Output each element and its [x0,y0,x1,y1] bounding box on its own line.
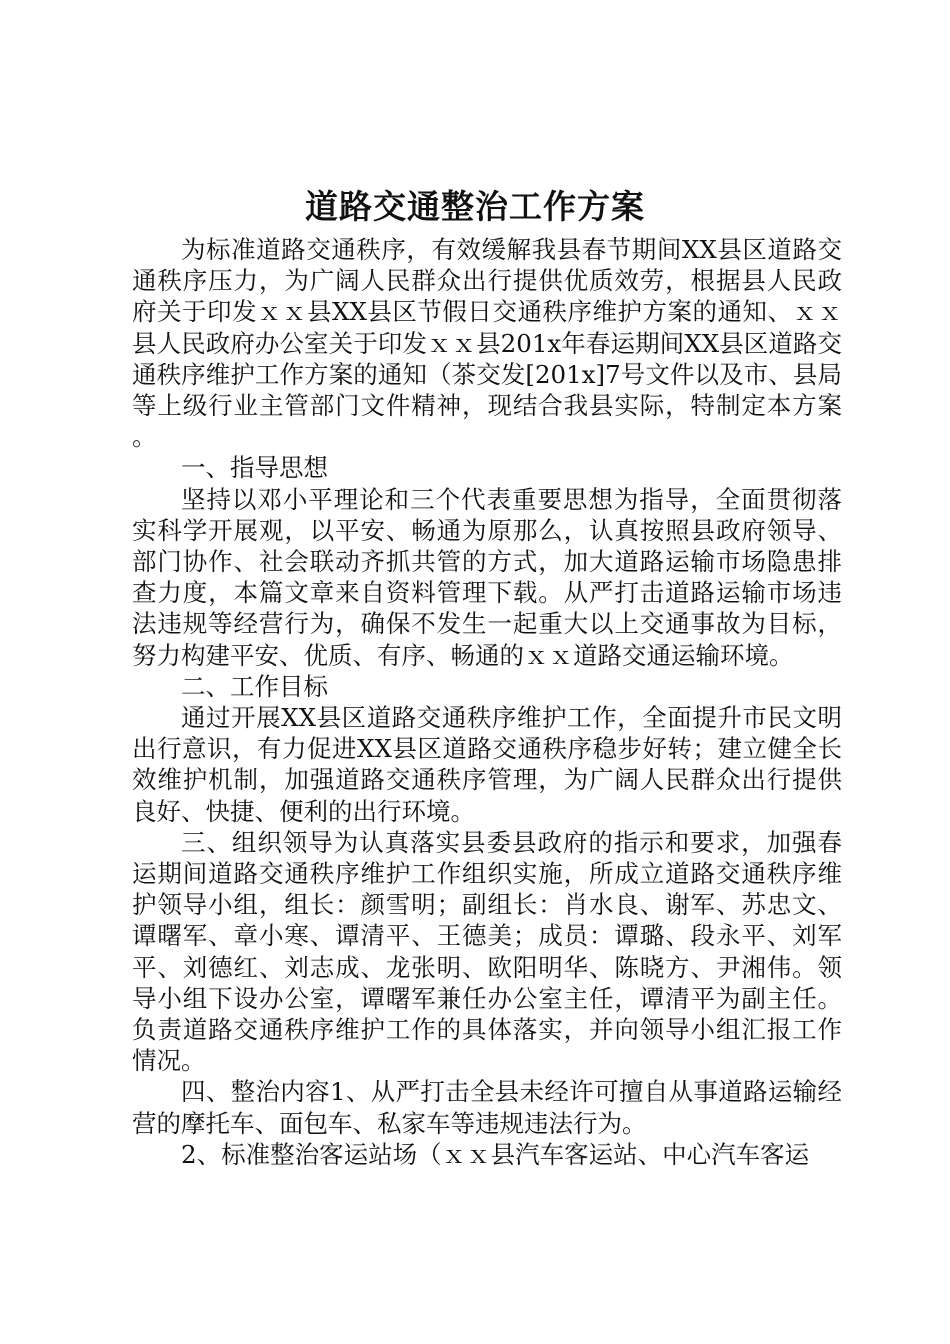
paragraph-intro: 为标准道路交通秩序，有效缓解我县春节期间XX县区道路交通秩序压力，为广阔人民群众出行提供优质效劳，根据县人民政府关于印发ｘｘ县XX县区节假日交通秩序维护方案的通知、ｘｘ县人民政府办公室关于印发ｘｘ县201x年春运期间XX县区道路交通秩序维护工作方案的通知（茶交发[201x]7号文件以及市、县局等上级行业主管部门文件精神，现结合我县实际，特制定本方案。 [132,235,842,452]
paragraph-rectification-item-2: 2、标准整治客运站场（ｘｘ县汽车客运站、中心汽车客运 [181,1139,810,1169]
paragraph-guiding-ideology: 坚持以邓小平理论和三个代表重要思想为指导，全面贯彻落实科学开展观，以平安、畅通为原那么，认真按照县政府领导、部门协作、社会联动齐抓共管的方式，加大道路运输市场隐患排查力度，本篇文章来自资料管理下载。从严打击道路运输市场违法违规等经营行为，确保不发生一起重大以上交通事故为目标，努力构建平安、优质、有序、畅通的ｘｘ道路交通运输环境。 [132,484,842,670]
heading-work-goals: 二、工作目标 [181,671,328,701]
paragraph-organization-leadership: 三、组织领导为认真落实县委县政府的指示和要求，加强春运期间道路交通秩序维护工作组织实施，所成立道路交通秩序维护领导小组，组长：颜雪明；副组长：肖水良、谢军、苏忠文、谭曙军、章小寒、谭清平、王德美；成员：谭璐、段永平、刘军平、刘德红、刘志成、龙张明、欧阳明华、陈晓方、尹湘伟。领导小组下设办公室，谭曙军兼任办公室主任，谭清平为副主任。负责道路交通秩序维护工作的具体落实，并向领导小组汇报工作情况。 [132,827,842,1076]
heading-guiding-ideology: 一、指导思想 [181,453,328,483]
paragraph-work-goals: 通过开展XX县区道路交通秩序维护工作，全面提升市民文明出行意识，有力促进XX县区道路交通秩序稳步好转；建立健全长效维护机制，加强道路交通秩序管理，为广阔人民群众出行提供良好、快捷、便利的出行环境。 [132,703,842,826]
paragraph-rectification-content: 四、整治内容1、从严打击全县未经许可擅自从事道路运输经营的摩托车、面包车、私家车等违规违法行为。 [132,1077,842,1138]
document-body [132,234,842,1170]
document-title: 道路交通整治工作方案 [305,187,645,226]
